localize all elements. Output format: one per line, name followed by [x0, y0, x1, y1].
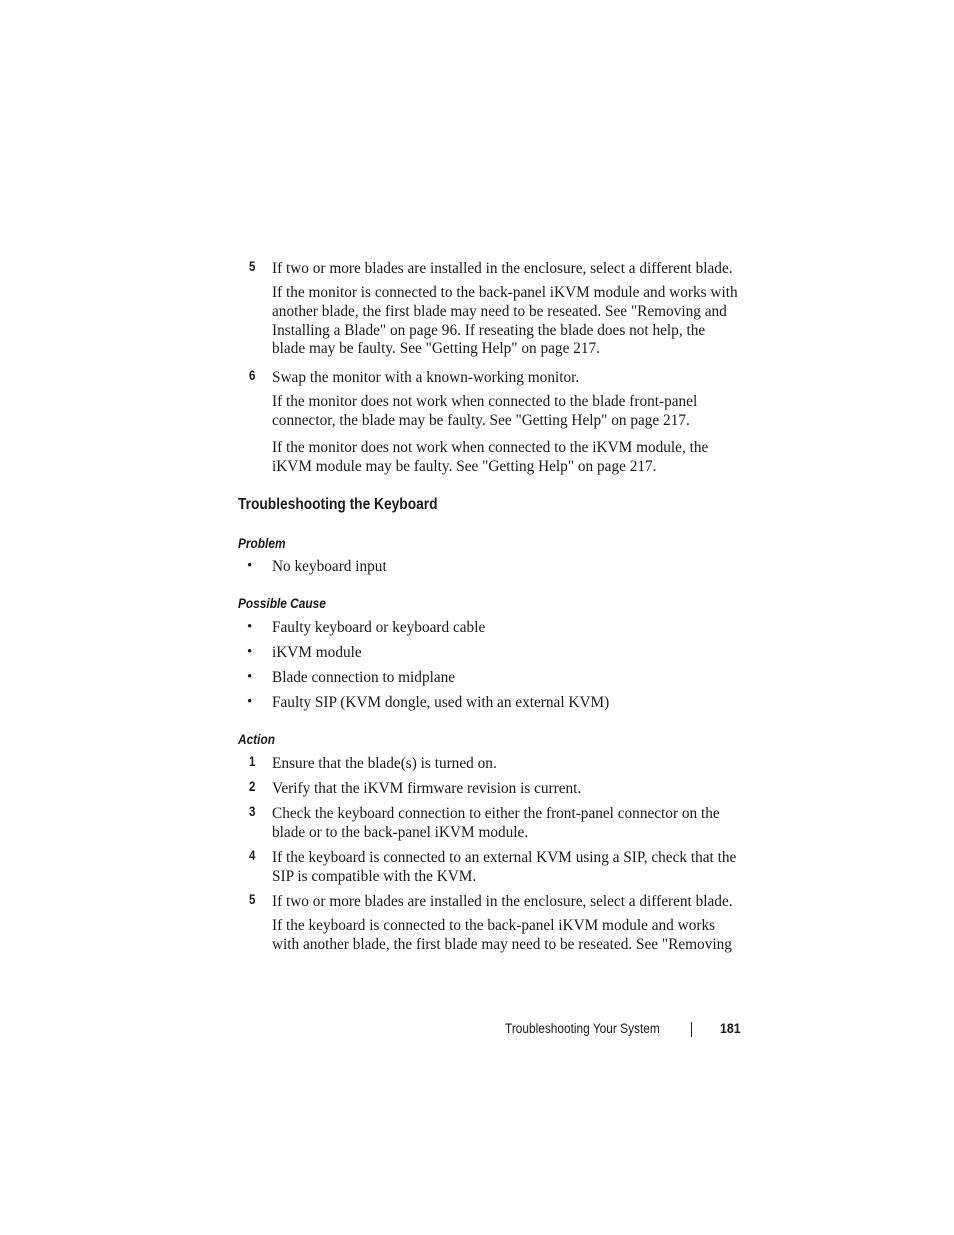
step-number: 5 — [249, 259, 256, 274]
step-text: Ensure that the blade(s) is turned on. — [272, 755, 497, 772]
bullet-icon: • — [247, 644, 253, 660]
step-text: If the keyboard is connected to an external KVM using a SIP, check that the SIP is compatible with the KVM. — [272, 849, 737, 885]
problem-heading: Problem — [238, 536, 286, 551]
cause-heading: Possible Cause — [238, 596, 326, 611]
page-number: 181 — [720, 1020, 741, 1036]
bullet-icon: • — [247, 558, 253, 574]
step-number: 1 — [249, 754, 256, 769]
step-text: Swap the monitor with a known-working monitor. — [272, 369, 580, 386]
paragraph: If the monitor does not work when connected to the iKVM module, the iKVM module may be faulty. See "Getting Help" on page 217. — [272, 439, 709, 475]
list-item-text: Blade connection to midplane — [272, 669, 456, 686]
action-heading: Action — [238, 732, 275, 747]
footer-chapter-title: Troubleshooting Your System — [505, 1021, 660, 1036]
step-text: Check the keyboard connection to either the front-panel connector on the blade or to the back-panel iKVM module. — [272, 805, 720, 841]
step-number: 4 — [249, 848, 256, 863]
paragraph: If the monitor is connected to the back-panel iKVM module and works with another blade, the first blade may need to be reseated. See "Removing and Installing a Blade" on page 96. If reseating the blade does not help, the blade may be faulty. See "Getting Help" on page 217. — [272, 284, 738, 358]
step-number: 3 — [249, 804, 256, 819]
bullet-icon: • — [247, 669, 253, 685]
step-text: If two or more blades are installed in the enclosure, select a different blade. — [272, 260, 733, 277]
list-item-text: No keyboard input — [272, 558, 387, 575]
paragraph: If the monitor does not work when connected to the blade front-panel connector, the blade may be faulty. See "Getting Help" on page 217. — [272, 393, 698, 429]
paragraph: If the keyboard is connected to the back-panel iKVM module and works with another blade, the first blade may need to be reseated. See "Removing — [272, 917, 732, 953]
step-text: If two or more blades are installed in the enclosure, select a different blade. — [272, 893, 733, 910]
step-number: 2 — [249, 779, 256, 794]
step-text: Verify that the iKVM firmware revision is current. — [272, 780, 582, 797]
list-item-text: Faulty SIP (KVM dongle, used with an external KVM) — [272, 694, 610, 711]
list-item-text: iKVM module — [272, 644, 362, 661]
step-number: 6 — [249, 368, 256, 383]
step-number: 5 — [249, 892, 256, 907]
bullet-icon: • — [247, 619, 253, 635]
section-heading: Troubleshooting the Keyboard — [238, 496, 438, 513]
list-item-text: Faulty keyboard or keyboard cable — [272, 619, 486, 636]
footer-divider — [691, 1022, 692, 1037]
bullet-icon: • — [247, 694, 253, 710]
